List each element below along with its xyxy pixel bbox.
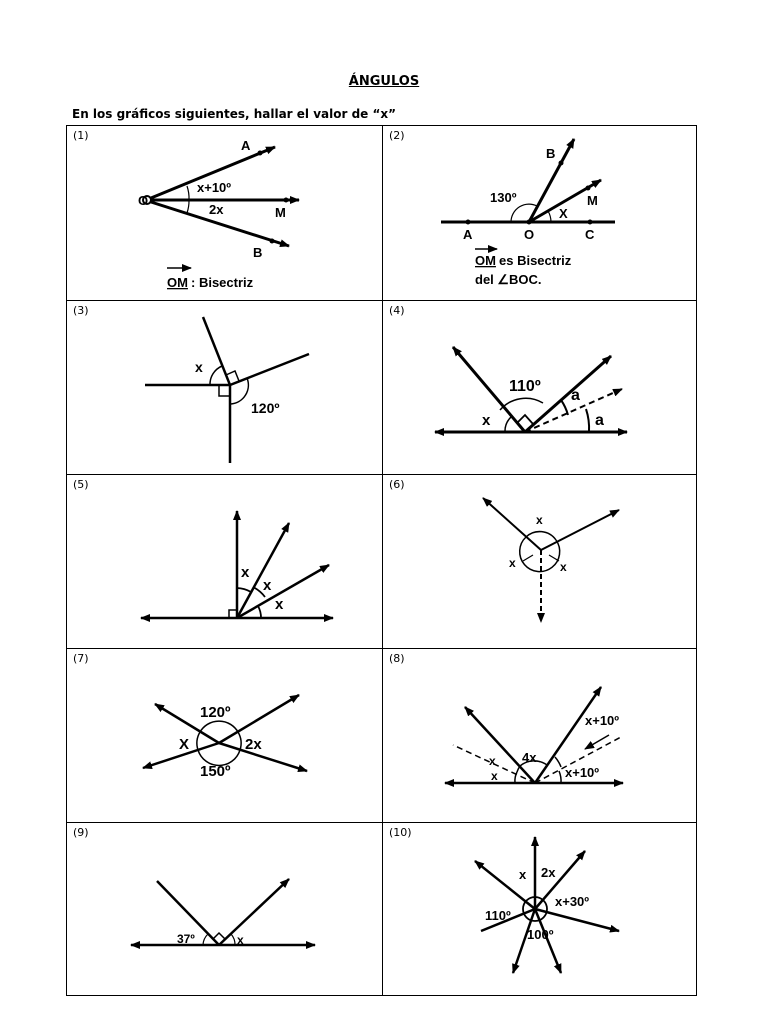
problem-6-cell: [383, 475, 698, 648]
angle-label: x+30º: [555, 894, 590, 909]
angle-label: 120º: [251, 400, 280, 416]
ray-right: [230, 354, 309, 385]
label-m: M: [275, 205, 286, 220]
angle-arc: [197, 732, 200, 750]
angle-arc: [586, 409, 589, 432]
problem-5-figure: [67, 475, 382, 648]
angle-arc: [561, 400, 568, 415]
angle-label-x: x: [536, 513, 543, 527]
angle-label: 110º: [509, 378, 541, 395]
angle-label-x: x: [509, 556, 516, 570]
point-a: [466, 220, 471, 225]
label-a: A: [241, 138, 251, 153]
problem-6-figure: [383, 475, 698, 648]
problem-2-cell: [383, 126, 698, 300]
angle-arc: [526, 532, 556, 540]
label-m: M: [587, 193, 598, 208]
angle-label: 37º: [177, 932, 195, 946]
note-text: : Bisectriz: [191, 275, 254, 290]
tick-mark: [523, 555, 533, 561]
ray-lower-right: [219, 743, 307, 771]
point-a: [258, 151, 263, 156]
label-a: A: [463, 227, 473, 242]
angle-label-x: x: [519, 867, 527, 882]
problem-number: (1): [73, 129, 89, 142]
point-b: [270, 239, 275, 244]
problem-number: (7): [73, 652, 89, 665]
angle-label: x+10º: [565, 765, 600, 780]
angle-arc: [187, 200, 189, 213]
problem-10-figure: [383, 823, 698, 995]
angle-arc: [258, 606, 261, 618]
problem-4-figure: [383, 301, 698, 474]
label-o: O: [524, 227, 535, 242]
tick-mark: [549, 555, 559, 561]
problem-9-figure: [67, 823, 382, 995]
angle-arc: [210, 366, 222, 385]
angle-arc: [200, 721, 238, 732]
angle-label: 2x: [541, 865, 556, 880]
ray-upper-right: [541, 510, 619, 550]
angle-arc: [231, 934, 235, 945]
ray-upper-left: [483, 498, 541, 550]
angle-label-a: a: [595, 412, 604, 429]
problem-4-cell: [383, 301, 698, 474]
problem-number: (5): [73, 478, 89, 491]
problem-3-cell: [67, 301, 382, 474]
problem-number: (2): [389, 129, 405, 142]
problem-8-cell: [383, 649, 698, 822]
right-angle-mark: [219, 385, 230, 396]
angle-label: x+10º: [197, 180, 232, 195]
angle-arc: [237, 588, 251, 592]
angle-label: 2x: [245, 736, 262, 753]
label-o: O: [138, 193, 149, 208]
angle-label-x: x: [237, 933, 244, 947]
problem-number: (8): [389, 652, 405, 665]
problem-number: (3): [73, 304, 89, 317]
problem-2-figure: [383, 126, 698, 300]
ray-left: [465, 707, 535, 783]
angle-label-x: x: [263, 577, 272, 594]
angle-label-x: X: [559, 206, 568, 221]
point-m: [586, 186, 591, 191]
label-pointer-arrow: [585, 735, 609, 749]
angle-arc: [505, 417, 511, 432]
angle-label-x: x: [560, 560, 567, 574]
angle-label-x: x: [482, 412, 491, 429]
problem-number: (4): [389, 304, 405, 317]
note-vector: OM: [475, 253, 496, 268]
label-c: C: [585, 227, 595, 242]
angle-label-x: x: [491, 769, 498, 783]
problem-5-cell: [67, 475, 382, 648]
point-b: [559, 161, 564, 166]
problem-8-figure: [383, 649, 698, 822]
angle-label: x+10º: [585, 713, 620, 728]
note-vector: OM: [167, 275, 188, 290]
angle-label-x: x: [275, 596, 284, 613]
angle-label: 130º: [490, 190, 517, 205]
angle-arc: [203, 934, 208, 945]
right-angle-mark: [517, 415, 533, 424]
point-o: [527, 220, 532, 225]
angle-arc: [559, 771, 561, 783]
label-b: B: [546, 146, 556, 161]
angle-label-a: a: [571, 387, 580, 404]
document-title: ÁNGULOS: [348, 74, 420, 89]
angle-label: 110º: [485, 908, 511, 923]
problem-1-figure: [67, 126, 382, 300]
angle-arc: [187, 186, 189, 200]
angle-arc: [520, 537, 560, 572]
angle-label: 4x: [522, 750, 537, 765]
problems-table: [66, 125, 697, 996]
problem-number: (6): [389, 478, 405, 491]
point-c: [588, 220, 593, 225]
problem-number: (10): [389, 826, 412, 839]
angle-arc: [548, 211, 551, 222]
angle-label-x: X: [179, 736, 190, 753]
angle-arc: [238, 732, 241, 750]
angle-label: 120º: [200, 704, 231, 721]
note-text: del ∠BOC.: [475, 272, 542, 287]
angle-label-x: x: [241, 564, 250, 581]
angle-label-x: x: [195, 359, 203, 375]
ray-right: [219, 879, 289, 945]
problem-9-cell: [67, 823, 382, 995]
problem-10-cell: [383, 823, 698, 995]
angle-label: 150º: [200, 763, 231, 780]
instruction-text: En los gráficos siguientes, hallar el valor de “x”: [72, 107, 396, 121]
angle-label: 2x: [209, 202, 224, 217]
point-m: [284, 198, 289, 203]
note-text: es Bisectriz: [499, 253, 572, 268]
label-b: B: [253, 245, 263, 260]
problem-7-figure: [67, 649, 382, 822]
angle-arc: [555, 757, 561, 767]
problem-number: (9): [73, 826, 89, 839]
problem-7-cell: [67, 649, 382, 822]
angle-label-x: x: [489, 754, 496, 768]
problem-3-figure: [67, 301, 382, 474]
angle-label: 100º: [527, 927, 554, 942]
problem-1-cell: [67, 126, 382, 300]
